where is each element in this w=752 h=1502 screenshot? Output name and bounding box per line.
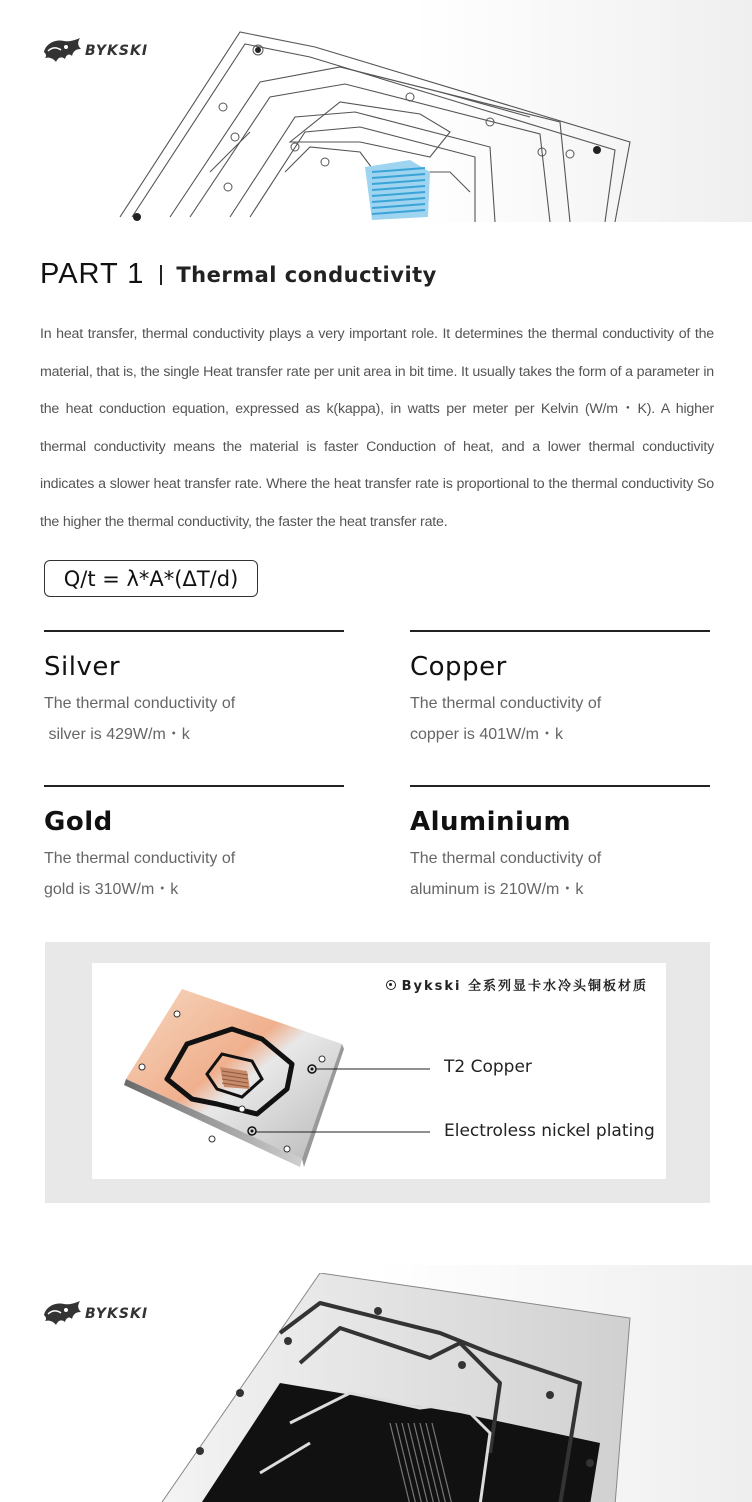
material-desc (44, 688, 274, 750)
material-desc (44, 843, 274, 905)
callout-nickel-plating: Electroless nickel plating (444, 1121, 655, 1141)
material-gold (44, 785, 344, 905)
caption-text: Bykski 全系列显卡水冷头铜板材质 (401, 979, 648, 994)
material-name: Silver (44, 652, 121, 682)
material-name: Gold (44, 807, 113, 837)
desc-line: copper is 401W/m・k (410, 726, 563, 743)
part-subtitle: Thermal conductivity (176, 262, 437, 287)
waterblock-bottom-image (160, 1273, 660, 1502)
title-divider (160, 265, 162, 285)
brand-logo (42, 1301, 148, 1327)
divider (44, 630, 344, 632)
logo-text: BYKSKI (85, 1306, 149, 1322)
desc-line: The thermal conductivity of (410, 850, 602, 867)
desc-line: gold is 310W/m・k (44, 881, 179, 898)
material-aluminium (410, 785, 710, 905)
divider (44, 785, 344, 787)
dragon-logo-icon (42, 38, 82, 64)
hero-banner (0, 0, 752, 222)
dragon-logo-icon (42, 1301, 82, 1327)
panel-card (92, 963, 666, 1179)
bottom-banner (0, 1265, 752, 1502)
waterblock-top-image (110, 22, 650, 222)
divider (410, 785, 710, 787)
material-desc (410, 843, 640, 905)
callout-t2-copper: T2 Copper (444, 1057, 532, 1077)
desc-line: The thermal conductivity of (44, 695, 236, 712)
intro-paragraph: In heat transfer, thermal conductivity plays a very important role. It determines the thermal conductivity of the material, that is, the single Heat transfer rate per unit area in bit time. It usually takes the form of a parameter in the heat conduction equation, expressed as k(kappa), in watts per meter per Kelvin (W/m・K). A higher thermal conductivity means the material is faster Conduction of heat, and a lower thermal conductivity indicates a slower heat transfer rate. Where the heat transfer rate is proportional to the thermal conductivity So the higher the thermal conductivity, the faster the heat transfer rate. (40, 326, 714, 530)
formula-box: Q/t = λ*A*(ΔT/d) (44, 560, 258, 597)
desc-line: The thermal conductivity of (44, 850, 236, 867)
logo-text: BYKSKI (85, 43, 149, 59)
desc-line: aluminum is 210W/m・k (410, 881, 584, 898)
desc-line: The thermal conductivity of (410, 695, 602, 712)
copper-plate-panel (45, 942, 710, 1203)
material-desc (410, 688, 640, 750)
material-copper (410, 630, 710, 750)
part-label: PART 1 (40, 258, 145, 290)
material-silver (44, 630, 344, 750)
section-title (40, 258, 437, 291)
material-name: Copper (410, 652, 507, 682)
divider (410, 630, 710, 632)
desc-line: silver is 429W/m・k (44, 726, 190, 743)
callout-lines (92, 963, 666, 1179)
material-name: Aluminium (410, 807, 572, 837)
